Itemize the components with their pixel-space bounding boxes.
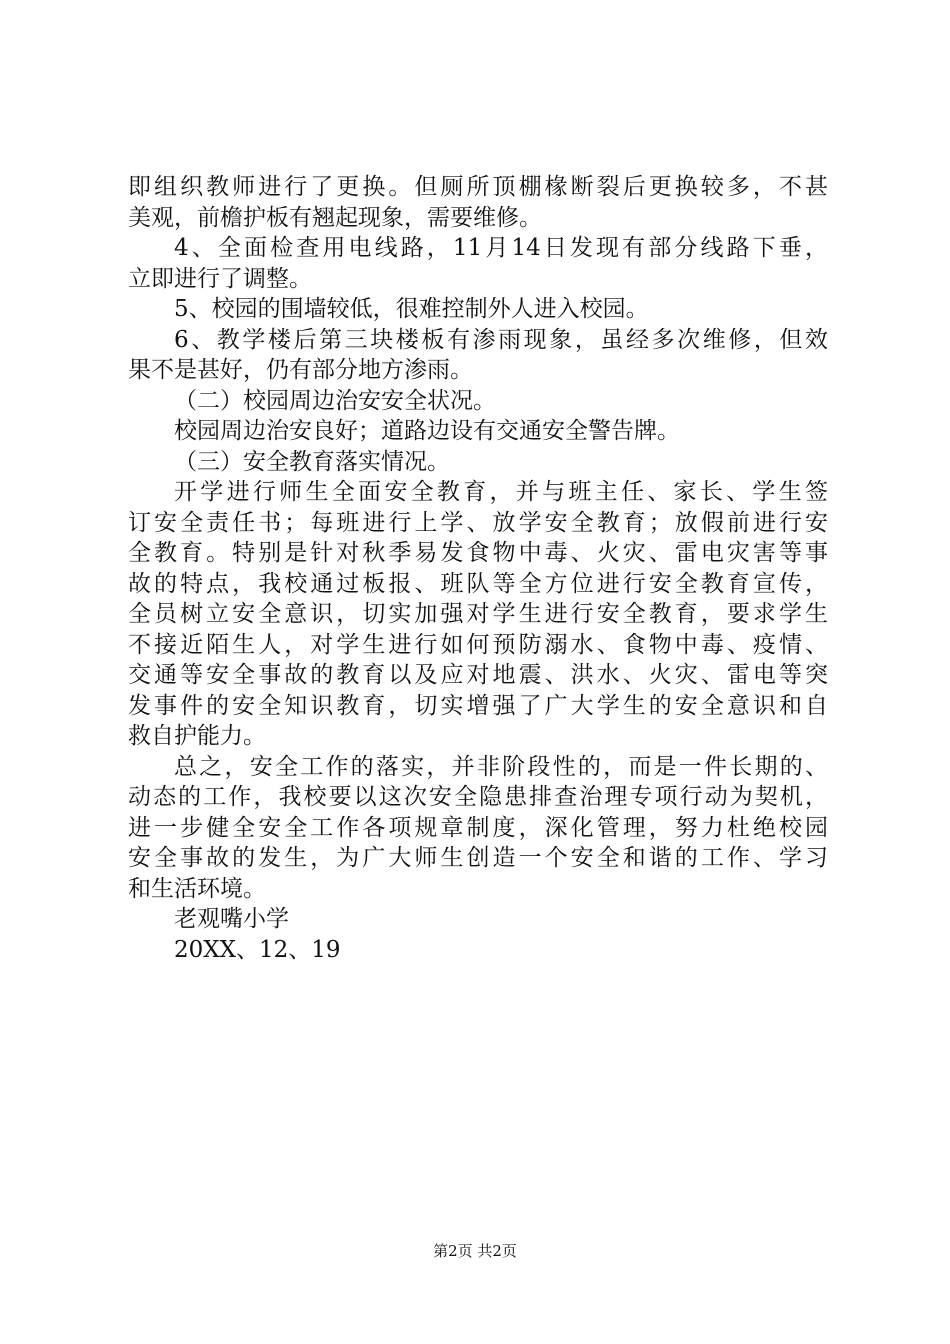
text-line: 全员树立安全意识，切实加强对学生进行安全教育，要求学生 bbox=[128, 601, 828, 627]
signature-date: 20XX、12、19 bbox=[174, 936, 341, 963]
text-line: 6、教学楼后第三块楼板有渗雨现象，虽经多次维修，但效 bbox=[174, 326, 828, 353]
text-line: 果不是甚好，仍有部分地方渗雨。 bbox=[128, 357, 473, 383]
text-line: 立即进行了调整。 bbox=[128, 265, 312, 292]
section-heading: （三）安全教育落实情况。 bbox=[174, 448, 450, 475]
signature-school: 老观嘴小学 bbox=[174, 906, 289, 932]
text-line: 动态的工作，我校要以这次安全隐患排查治理专项行动为契机， bbox=[128, 784, 828, 810]
text-line: 进一步健全安全工作各项规章制度，深化管理，努力杜绝校园 bbox=[128, 814, 828, 841]
section-heading: （二）校园周边治安安全状况。 bbox=[174, 387, 496, 414]
text-line: 交通等安全事故的教育以及应对地震、洪水、火灾、雷电等突 bbox=[128, 662, 828, 688]
text-line: 不接近陌生人，对学生进行如何预防溺水、食物中毒、疫情、 bbox=[128, 631, 828, 658]
page-number-footer: 第2页 共2页 bbox=[433, 1242, 517, 1260]
text-line: 和生活环境。 bbox=[128, 875, 266, 902]
text-line: 全教育。特别是针对秋季易发食物中毒、火灾、雷电灾害等事 bbox=[128, 540, 828, 566]
text-line: 4、全面检查用电线路，11月14日发现有部分线路下垂， bbox=[174, 235, 828, 261]
text-line: 即组织教师进行了更换。但厕所顶棚椽断裂后更换较多，不甚 bbox=[128, 174, 828, 200]
text-line: 美观，前檐护板有翘起现象，需要维修。 bbox=[128, 204, 542, 231]
text-line: 安全事故的发生，为广大师生创造一个安全和谐的工作、学习 bbox=[128, 845, 828, 871]
document-body bbox=[128, 172, 828, 965]
text-line: 发事件的安全知识教育，切实增强了广大学生的安全意识和自 bbox=[128, 692, 828, 719]
text-line: 校园周边治安良好；道路边设有交通安全警告牌。 bbox=[174, 418, 680, 444]
text-line: 救自护能力。 bbox=[128, 723, 266, 749]
text-line: 开学进行师生全面安全教育，并与班主任、家长、学生签 bbox=[174, 479, 828, 505]
text-line: 5、校园的围墙较低，很难控制外人进入校园。 bbox=[174, 296, 649, 322]
text-line: 总之，安全工作的落实，并非阶段性的，而是一件长期的、 bbox=[174, 753, 828, 780]
text-line: 订安全责任书；每班进行上学、放学安全教育；放假前进行安 bbox=[128, 509, 828, 536]
text-line: 故的特点，我校通过板报、班队等全方位进行安全教育宣传， bbox=[128, 570, 828, 597]
